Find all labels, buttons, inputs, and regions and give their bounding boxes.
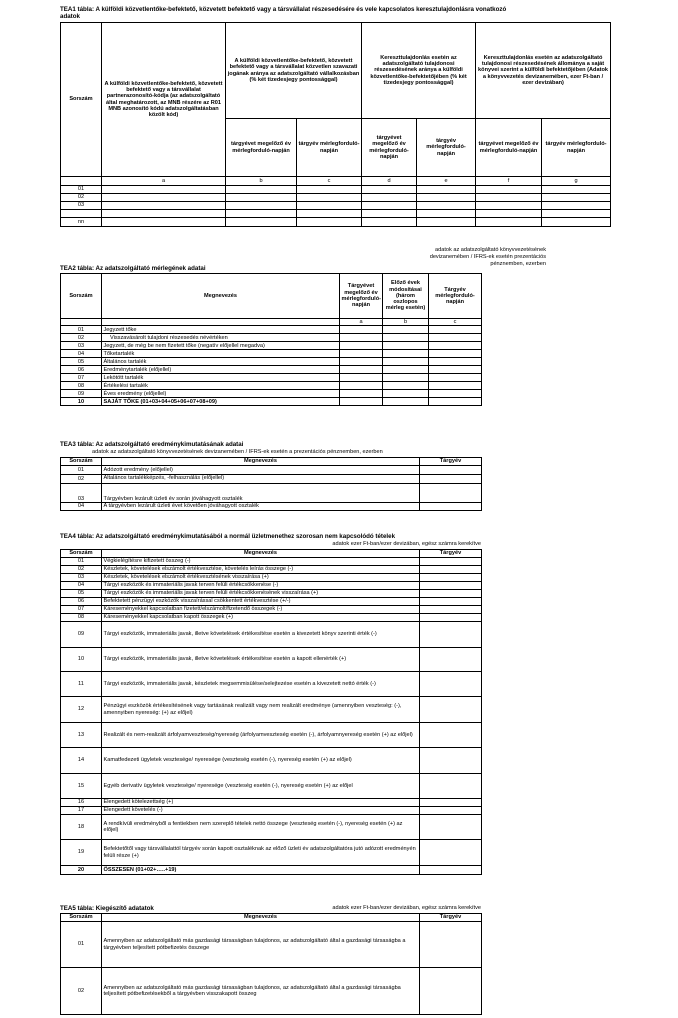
tea3-note: adatok az adatszolgáltató könyvvezetésének devizanemében / IFRS-ek esetén a prezentációs pénznemben, ezerben	[92, 449, 383, 455]
row-label: Tárgyévben lezárult üzleti év során jóváhagyott osztalék	[102, 484, 420, 503]
tea1-header-sorszam: Sorszám	[61, 23, 102, 177]
tea1-letter-f: f	[476, 177, 542, 186]
table-row	[61, 606, 482, 614]
row-number: 10	[61, 648, 102, 672]
row-number: 01	[61, 466, 102, 475]
tea5-table	[60, 913, 482, 1015]
tea1-table	[60, 22, 611, 227]
row-number: 05	[61, 590, 102, 598]
row-number: 01	[61, 326, 102, 334]
table-row	[61, 398, 482, 406]
table-row	[61, 648, 482, 672]
tea5-header-value: Tárgyév	[420, 914, 482, 922]
table-row	[61, 672, 482, 697]
table-row	[61, 342, 482, 350]
row-number: 13	[61, 723, 102, 748]
row-label: Káreseményekkel kapcsolatban kapott összegek (+)	[102, 614, 420, 622]
row-number: 04	[61, 350, 102, 358]
table-row	[61, 390, 482, 398]
row-number: 10	[61, 398, 102, 406]
table-row	[61, 382, 482, 390]
row-number: 01	[61, 186, 102, 194]
tea2-title: TEA2 tábla: Az adatszolgáltató mérlegének adatai	[60, 265, 206, 272]
tea1-letter-a: a	[102, 177, 226, 186]
row-number: 17	[61, 807, 102, 815]
row-number: 03	[61, 574, 102, 582]
row-label: Általános tartalékképzés, -felhasználás (előjellel)	[102, 475, 420, 484]
row-label: Lekötött tartalék	[102, 374, 340, 382]
tea3-header-sorszam: Sorszám	[61, 458, 102, 466]
row-label: Amennyiben az adatszolgáltató más gazdasági társaságban tulajdonos, az adatszolgáltató által a gazdasági társaságba teljesített pótbefizetésekből a tárgyévben visszakapott összeg	[102, 968, 420, 1015]
tea1-header-cross-ownership-ratio: Kereszttulajdonlás esetén az adatszolgáltató tulajdonosi részesedésének aránya a külföldi közvetlentőke-befektetőjében (% két tizedesjegy pontossággal)	[362, 23, 476, 119]
row-label: A tárgyévben lezárult üzleti évet követően jóváhagyott osztalék	[102, 503, 420, 511]
row-label: Realizált és nem-realizált árfolyamveszteség/nyereség (árfolyamveszteség esetén (-), árfolyamnyereség esetén (+) az előjel)	[102, 723, 420, 748]
tea4-header-sorszam: Sorszám	[61, 550, 102, 558]
row-number: 05	[61, 358, 102, 366]
table-row	[61, 723, 482, 748]
tea4-note: adatok ezer Ft-ban/ezer devizában, egész számra kerekítve	[332, 541, 481, 547]
row-label: Értékelési tartalék	[102, 382, 340, 390]
tea2-letter-b: b	[383, 319, 429, 326]
tea1-subheader-f: tárgyévet megelőző év mérlegforduló-napján	[476, 119, 542, 177]
tea4-header-name: Megnevezés	[102, 550, 420, 558]
row-number: 09	[61, 390, 102, 398]
tea2-header-name: Megnevezés	[102, 274, 340, 319]
row-number	[61, 210, 102, 218]
row-label: Készletek, követelések elszámolt értékvesztésének visszaírása (+)	[102, 574, 420, 582]
table-row	[61, 840, 482, 866]
row-number: 01	[61, 558, 102, 566]
tea5-header-name: Megnevezés	[102, 914, 420, 922]
tea1-subheader-c: tárgyév mérlegforduló-napján	[297, 119, 362, 177]
row-number: 09	[61, 622, 102, 648]
table-row	[61, 484, 482, 503]
tea3-section	[60, 457, 481, 511]
row-number: 04	[61, 503, 102, 511]
row-label: Végkielégítésre kifizetett összeg (-)	[102, 558, 420, 566]
table-row	[61, 326, 482, 334]
tea1-subheader-d: tárgyévet megelőző év mérlegforduló-napján	[362, 119, 417, 177]
row-number: 16	[61, 799, 102, 807]
row-label: Adózott eredmény (előjellel)	[102, 466, 420, 475]
row-number: 02	[61, 334, 102, 342]
row-label: Általános tartalék	[102, 358, 340, 366]
row-label: Befektetőtől vagy társvállalattól tárgyév során kapott osztaléknak az előző üzleti év adatszolgáltatóra jutó adózott eredményén felüli része (+)	[102, 840, 420, 866]
row-number: 03	[61, 202, 102, 210]
table-row	[61, 218, 611, 227]
tea3-title: TEA3 tábla: Az adatszolgáltató eredménykimutatásának adatai	[60, 441, 244, 448]
tea2-header-adjustments: Előző évek módosításai (három oszlopos mérleg esetén)	[383, 274, 429, 319]
tea1-letter-b: b	[226, 177, 297, 186]
tea1-letter-e: e	[417, 177, 476, 186]
table-row	[61, 475, 482, 484]
table-row	[61, 503, 482, 511]
tea2-letter-c: c	[429, 319, 482, 326]
table-row	[61, 582, 482, 590]
table-row	[61, 558, 482, 566]
table-row	[61, 186, 611, 194]
row-label: Pénzügyi eszközök értékesítésének vagy tartásának realizált vagy nem realizált eredménye (amennyiben veszteség: (-), amennyiben nyereség: (+) az előjel)	[102, 697, 420, 723]
row-label: Visszavásárolt tulajdoni részesedés névértéken	[102, 334, 340, 342]
table-row	[61, 697, 482, 723]
row-number: 07	[61, 606, 102, 614]
row-number: 12	[61, 697, 102, 723]
tea4-header-value: Tárgyév	[420, 550, 482, 558]
row-number: 11	[61, 672, 102, 697]
row-number: 08	[61, 382, 102, 390]
tea5-note: adatok ezer Ft-ban/ezer devizában, egész számra kerekítve	[332, 905, 481, 911]
table-row	[61, 590, 482, 598]
table-row	[61, 968, 482, 1015]
tea1-header-voting-rights: A külföldi közvetlentőke-befektető, közvetett befektető vagy a társvállalat közvetlen szavazati jogának aránya az adatszolgáltató vállalkozásban (% két tizedesjegy pontossággal)	[226, 23, 362, 119]
tea5-header-sorszam: Sorszám	[61, 914, 102, 922]
tea1-subheader-b: tárgyévet megelőző év mérlegforduló-napján	[226, 119, 297, 177]
row-label: ÖSSZESEN (01+02+…..+19)	[102, 866, 420, 875]
tea2-section	[60, 273, 481, 406]
table-row	[61, 566, 482, 574]
table-row	[61, 622, 482, 648]
tea1-subheader-e: tárgyév mérlegforduló-napján	[417, 119, 476, 177]
row-label: Tárgyi eszközök, immateriális javak, készletek megsemmisülése/selejtezése esetén a kivezetett nettó érték (-)	[102, 672, 420, 697]
tea5-title: TEA5 tábla: Kiegészítő adatatok	[60, 905, 154, 912]
row-label: Elengedett kötelezettség (+)	[102, 799, 420, 807]
tea1-header-cross-ownership-stock: Kereszttulajdonlás esetén az adatszolgáltató tulajdonosi részesedésének állománya a saját könyvei szerint a külföldi befektetőjében (Adatok a könyvvezetés devizanemében, ezer Ft-ban / ezer devizában)	[476, 23, 611, 119]
tea2-table	[60, 273, 482, 406]
row-number: 03	[61, 342, 102, 350]
table-row	[61, 194, 611, 202]
tea2-note-line2: devizanemében / IFRS-ek esetén prezentációs	[429, 254, 546, 260]
row-number: 03	[61, 484, 102, 503]
table-row	[61, 866, 482, 875]
table-row	[61, 815, 482, 840]
row-label: Tárgyi eszközök és immateriális javak terven felüli értékcsökkenésének visszaírása (+)	[102, 590, 420, 598]
tea1-title: TEA1 tábla: A külföldi közvetlentőke-befektető, közvetett befektető vagy a társvállalat részesedésére és vele kapcsolatos keresztulajdonlásra vonatkozó	[60, 6, 507, 13]
row-label: Amennyiben az adatszolgáltató más gazdasági társaságban tulajdonos, az adatszolgáltató által a gazdasági társaságba a tárgyévben teljesített pótbefizetés összege	[102, 922, 420, 968]
row-label: Tárgyi eszközök, immateriális javak, illetve követelések értékesítése esetén a kapott ellenérték (+)	[102, 648, 420, 672]
tea2-header-curr-year: Tárgyév mérlegforduló-napján	[429, 274, 482, 319]
table-row	[61, 807, 482, 815]
table-row	[61, 366, 482, 374]
tea3-header-value: Tárgyév	[420, 458, 482, 466]
row-number: 02	[61, 475, 102, 484]
row-number: 06	[61, 598, 102, 606]
tea3-header-name: Megnevezés	[102, 458, 420, 466]
table-row	[61, 799, 482, 807]
row-label: Jegyzett, de még be nem fizetett tőke (negatív előjellel megadva)	[102, 342, 340, 350]
row-number: 02	[61, 968, 102, 1015]
row-label: Kamatfedezeti ügyletek vesztesége/ nyeresége (veszteség esetén (-), nyereség esetén (+) az előjel)	[102, 748, 420, 774]
row-label: Éves eredmény (előjellel)	[102, 390, 340, 398]
table-row	[61, 374, 482, 382]
row-label: A rendkívüli eredményből a fentiekben nem szereplő tételek nettó összege (veszteség esetén (-), nyereség esetén (+) az előjel)	[102, 815, 420, 840]
tea2-note-line3: pénznemben, ezerben	[490, 261, 546, 267]
table-row	[61, 210, 611, 218]
tea2-header-prev-year: Tárgyévet megelőző év mérlegforduló-napján	[340, 274, 383, 319]
table-row	[61, 574, 482, 582]
table-row	[61, 202, 611, 210]
row-label: Tárgyi eszközök, immateriális javak, illetve követelések értékesítése esetén a kivezetett könyv szerinti érték (-)	[102, 622, 420, 648]
row-number: 07	[61, 374, 102, 382]
tea1-subheader-g: tárgyév mérlegforduló-napján	[542, 119, 611, 177]
row-label: Káreseményekkel kapcsolatban fizetett/elszámolt/fizetendő összegek (-)	[102, 606, 420, 614]
tea4-table	[60, 549, 482, 875]
row-label: Elengedett követelés (-)	[102, 807, 420, 815]
table-row	[61, 748, 482, 774]
tea1-letter-g: g	[542, 177, 611, 186]
table-row	[61, 774, 482, 799]
tea2-header-sorszam: Sorszám	[61, 274, 102, 319]
tea3-table	[60, 457, 482, 511]
row-number: 08	[61, 614, 102, 622]
tea1-letter-c: c	[297, 177, 362, 186]
row-number: 19	[61, 840, 102, 866]
row-number: 01	[61, 922, 102, 968]
table-row	[61, 466, 482, 475]
table-row	[61, 922, 482, 968]
row-label: Befektetett pénzügyi eszközök visszaírással csökkentett értékvesztése (+/-)	[102, 598, 420, 606]
tea1-section	[60, 22, 608, 227]
row-label: Egyéb derivatív ügyletek vesztesége/ nyeresége (veszteség esetén (-), nyereség esetén (+) az előjel	[102, 774, 420, 799]
row-number: 02	[61, 566, 102, 574]
tea2-note-line1: adatok az adatszolgáltató könyvvezetésének	[434, 247, 546, 253]
row-label: Tárgyi eszközök és immateriális javak terven felüli értékcsökkenése (-)	[102, 582, 420, 590]
table-row	[61, 614, 482, 622]
tea2-letter-a: a	[340, 319, 383, 326]
row-number: 04	[61, 582, 102, 590]
tea4-title: TEA4 tábla: Az adatszolgáltató eredménykimutatásából a normál üzletmenethez szorosan nem kapcsolódó tételek	[60, 533, 396, 540]
table-row	[61, 350, 482, 358]
row-number: 14	[61, 748, 102, 774]
table-row	[61, 334, 482, 342]
tea1-letter-d: d	[362, 177, 417, 186]
row-number: nn	[61, 218, 102, 227]
row-label: SAJÁT TŐKE (01+03+04+05+06+07+08+09)	[102, 398, 340, 406]
tea5-section	[60, 913, 481, 1015]
tea1-header-partner-code: A külföldi közvetlentőke-befektető, közvetett befektető vagy a társvállalat partnerazonosító-kódja (az adatszolgáltató által meghatározott, az MNB részére az R01 MNB azonosító kódú adatszolgáltatásban közölt kód)	[102, 23, 226, 177]
row-number: 06	[61, 366, 102, 374]
row-number: 18	[61, 815, 102, 840]
tea1-title-cont: adatok	[60, 13, 80, 20]
row-number: 20	[61, 866, 102, 875]
row-label: Tőketartalék	[102, 350, 340, 358]
tea4-section	[60, 549, 481, 875]
row-label: Eredménytartalék (előjellel)	[102, 366, 340, 374]
row-label: Készletek, követelések elszámolt értékvesztése, követelés leírás összege (-)	[102, 566, 420, 574]
row-number: 02	[61, 194, 102, 202]
table-row	[61, 358, 482, 366]
row-label: Jegyzett tőke	[102, 326, 340, 334]
row-number: 15	[61, 774, 102, 799]
table-row	[61, 598, 482, 606]
